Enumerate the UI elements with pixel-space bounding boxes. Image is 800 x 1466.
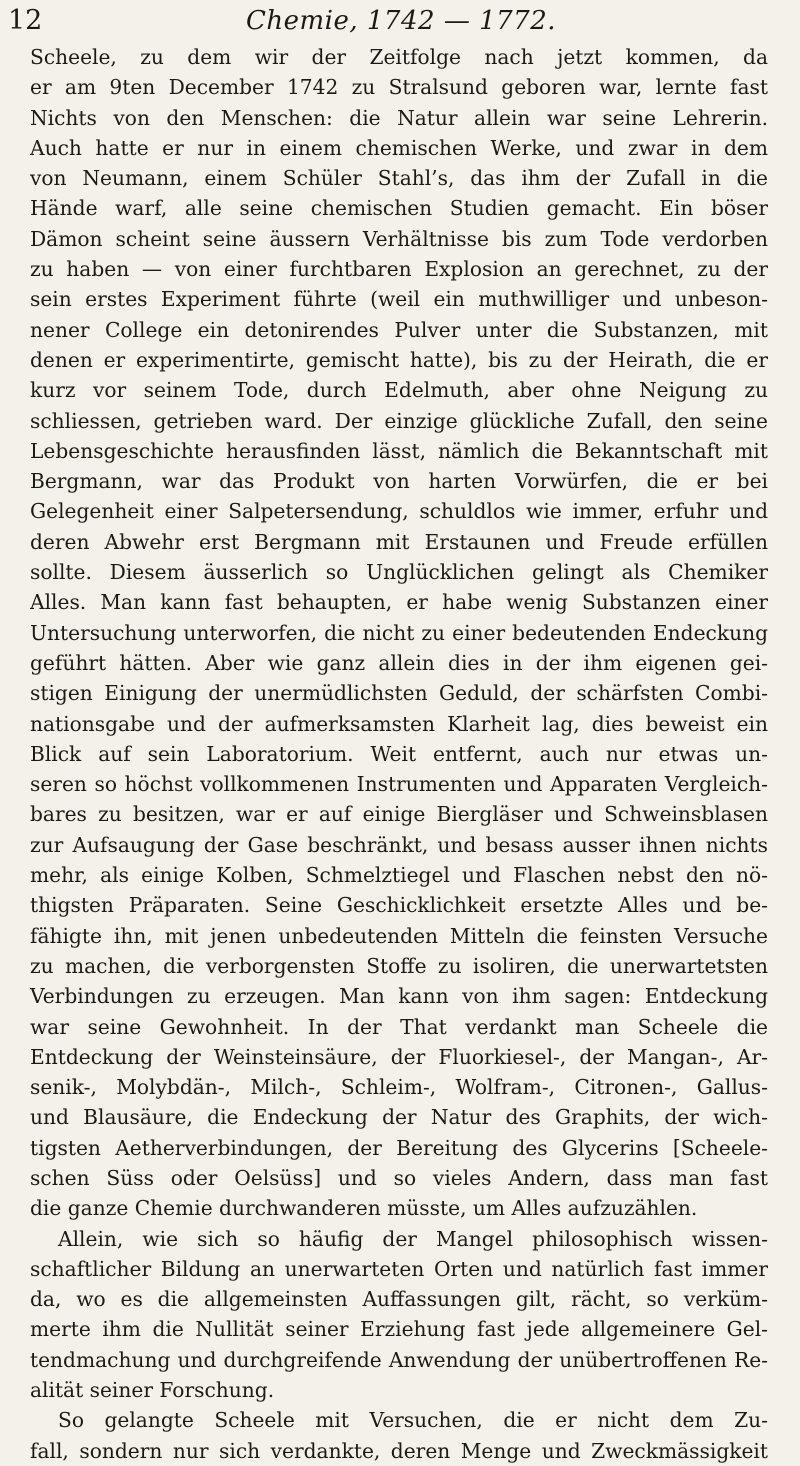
text-line: Entdeckung der Weinsteinsäure, der Fluorkiesel-, der Mangan-, Ar- <box>30 1044 768 1069</box>
text-line: Gelegenheit einer Salpetersendung, schuldlos wie immer, erfuhr und <box>30 499 768 524</box>
text-line: Blick auf sein Laboratorium. Weit entfernt, auch nur etwas un- <box>30 741 768 766</box>
text-line: Hände warf, alle seine chemischen Studien gemacht. Ein böser <box>30 196 768 221</box>
text-line: mehr, als einige Kolben, Schmelztiegel und Flaschen nebst den nö- <box>30 863 768 888</box>
text-line: geführt hätten. Aber wie ganz allein dies in der ihm eigenen gei- <box>30 650 768 675</box>
body-text <box>30 42 768 1466</box>
text-line: da, wo es die allgemeinsten Auffassungen gilt, rächt, so verküm- <box>30 1287 768 1312</box>
text-line: er am 9ten December 1742 zu Stralsund geboren war, lernte fast <box>30 75 768 100</box>
text-line: Auch hatte er nur in einem chemischen Werke, und zwar in dem <box>30 135 768 160</box>
text-line: Alles. Man kann fast behaupten, er habe wenig Substanzen einer <box>30 590 768 615</box>
text-line: von Neumann, einem Schüler Stahl’s, das ihm der Zufall in die <box>30 166 768 191</box>
text-line: nationsgabe und der aufmerksamsten Klarheit lag, dies beweist ein <box>30 711 768 736</box>
text-line: nener College ein detonirendes Pulver unter die Substanzen, mit <box>30 317 768 342</box>
text-line: So gelangte Scheele mit Versuchen, die er nicht dem Zu- <box>58 1408 768 1433</box>
text-line: Nichts von den Menschen: die Natur allein war seine Lehrerin. <box>30 105 768 130</box>
text-line: schen Süss oder Oelsüss] und so vieles Andern, dass man fast <box>30 1165 768 1190</box>
text-line: und Blausäure, die Endeckung der Natur des Graphits, der wich- <box>30 1105 768 1130</box>
page-header <box>8 4 794 38</box>
text-line: Bergmann, war das Produkt von harten Vorwürfen, die er bei <box>30 469 768 494</box>
text-line: stigen Einigung der unermüdlichsten Geduld, der schärfsten Combi- <box>30 681 768 706</box>
text-line: sollte. Diesem äusserlich so Unglücklichen gelingt als Chemiker <box>30 560 768 585</box>
text-line: alität seiner Forschung. <box>30 1378 275 1403</box>
text-line: Verbindungen zu erzeugen. Man kann von ihm sagen: Entdeckung <box>30 984 768 1009</box>
text-line: senik-, Molybdän-, Milch-, Schleim-, Wolfram-, Citronen-, Gallus- <box>30 1075 768 1100</box>
text-line: schaftlicher Bildung an unerwarteten Orten und natürlich fast immer <box>30 1256 768 1281</box>
text-line: Dämon scheint seine äussern Verhältnisse bis zum Tode verdorben <box>30 226 768 251</box>
text-line: die ganze Chemie durchwanderen müsste, um Alles aufzuzählen. <box>30 1196 698 1221</box>
text-line: tendmachung und durchgreifende Anwendung der unübertroffenen Re- <box>30 1347 768 1372</box>
text-line: Scheele, zu dem wir der Zeitfolge nach jetzt kommen, da <box>30 45 768 69</box>
text-line: zu machen, die verborgensten Stoffe zu isoliren, die unerwartetsten <box>30 953 768 978</box>
text-line: sein erstes Experiment führte (weil ein muthwilliger und unbeson- <box>30 287 768 312</box>
text-line: war seine Gewohnheit. In der That verdankt man Scheele die <box>30 1014 768 1039</box>
text-line: schliessen, getrieben ward. Der einzige glückliche Zufall, den seine <box>30 408 768 433</box>
text-line: denen er experimentirte, gemischt hatte), bis zu der Heirath, die er <box>30 347 768 372</box>
text-line: Untersuchung unterworfen, die nicht zu einer bedeutenden Endeckung <box>30 620 768 645</box>
text-line: merte ihm die Nullität seiner Erziehung fast jede allgemeinere Gel- <box>30 1317 768 1342</box>
text-line: deren Abwehr erst Bergmann mit Erstaunen und Freude erfüllen <box>30 529 768 554</box>
text-line: thigsten Präparaten. Seine Geschicklichkeit ersetzte Alles und be- <box>30 893 768 918</box>
text-line: Allein, wie sich so häufig der Mangel philosophisch wissen- <box>58 1226 768 1251</box>
text-line: zur Aufsaugung der Gase beschränkt, und besass ausser ihnen nichts <box>30 832 768 857</box>
text-line: fall, sondern nur sich verdankte, deren Menge und Zweckmässigkeit <box>30 1438 768 1463</box>
text-line: seren so höchst vollkommenen Instrumenten und Apparaten Vergleich- <box>30 772 768 797</box>
text-line: zu haben — von einer furchtbaren Explosion an gerechnet, zu der <box>30 257 768 282</box>
text-line: Lebensgeschichte herausfinden lässt, nämlich die Bekanntschaft mit <box>30 438 768 463</box>
text-line: fähigte ihn, mit jenen unbedeutenden Mitteln die feinsten Versuche <box>30 923 768 948</box>
text-line: kurz vor seinem Tode, durch Edelmuth, aber ohne Neigung zu <box>30 378 768 403</box>
text-line: tigsten Aetherverbindungen, der Bereitung des Glycerins [Scheele- <box>30 1135 768 1160</box>
text-line: bares zu besitzen, war er auf einige Biergläser und Schweinsblasen <box>30 802 768 827</box>
page-number: 12 <box>8 5 43 36</box>
running-title: Chemie, 1742 — 1772. <box>245 6 557 36</box>
